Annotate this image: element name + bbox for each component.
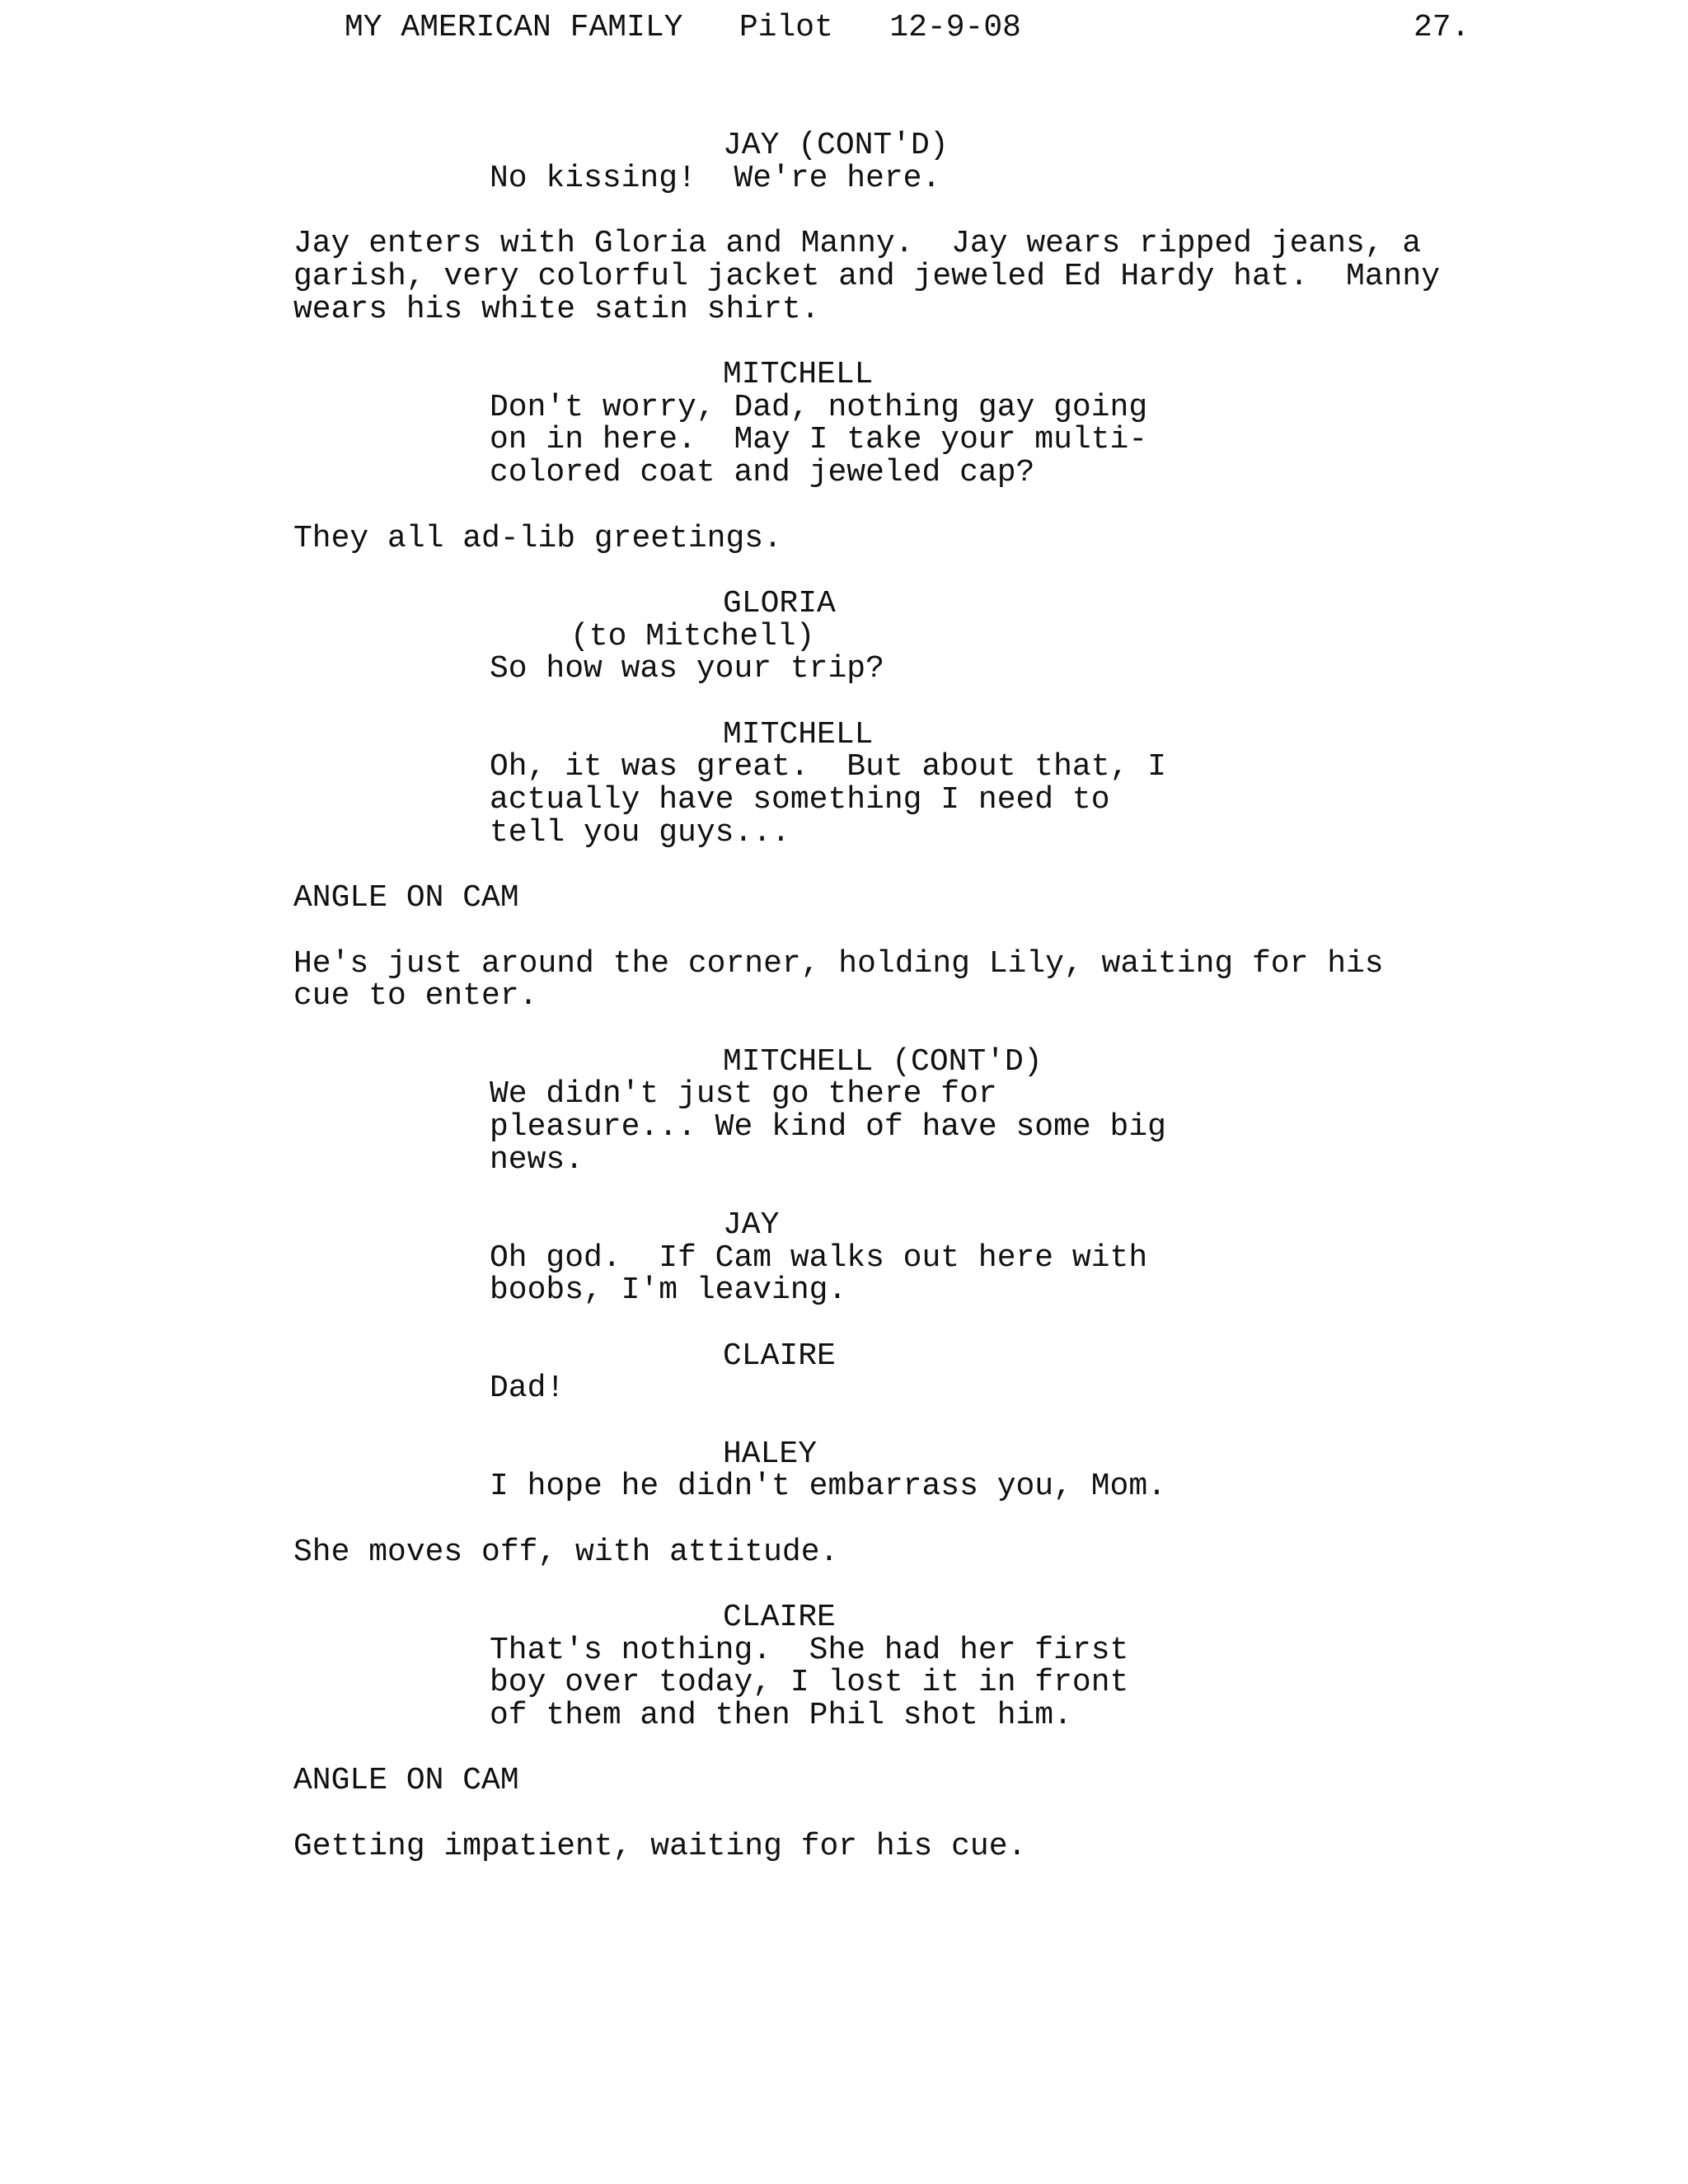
character-cue: JAY <box>723 1207 780 1243</box>
action-line: Jay enters with Gloria and Manny. Jay wears ripped jeans, a <box>293 226 1422 261</box>
dialogue-line: Oh god. If Cam walks out here with <box>490 1240 1148 1276</box>
action-line: garish, very colorful jacket and jeweled Ed Hardy hat. Manny <box>293 259 1441 294</box>
character-cue: MITCHELL (CONT'D) <box>723 1044 1043 1080</box>
dialogue-line: I hope he didn't embarrass you, Mom. <box>490 1469 1166 1504</box>
header-clip <box>0 10 1688 63</box>
dialogue-line: Oh, it was great. But about that, I <box>490 749 1166 785</box>
dialogue-line: colored coat and jeweled cap? <box>490 455 1035 490</box>
action-line: They all ad-lib greetings. <box>293 521 782 556</box>
header-title: MY AMERICAN FAMILY Pilot 12-9-08 <box>345 10 1021 45</box>
action-line: He's just around the corner, holding Lily, waiting for his <box>293 946 1384 982</box>
character-cue: JAY (CONT'D) <box>723 128 949 163</box>
action-line: Getting impatient, waiting for his cue. <box>293 1829 1027 1864</box>
dialogue-line: pleasure... We kind of have some big <box>490 1109 1166 1145</box>
dialogue-line: So how was your trip? <box>490 651 884 687</box>
character-cue: CLAIRE <box>723 1600 836 1635</box>
parenthetical-line: (to Mitchell) <box>570 619 815 654</box>
page-header <box>0 10 1688 63</box>
action-line: She moves off, with attitude. <box>293 1535 839 1570</box>
dialogue-line: on in here. May I take your multi- <box>490 422 1148 457</box>
dialogue-line: of them and then Phil shot him. <box>490 1698 1072 1733</box>
dialogue-line: Don't worry, Dad, nothing gay going <box>490 390 1148 425</box>
dialogue-line: That's nothing. She had her first <box>490 1633 1129 1668</box>
dialogue-line: actually have something I need to <box>490 782 1110 818</box>
character-cue: CLAIRE <box>723 1338 836 1374</box>
header-row <box>0 10 1688 59</box>
dialogue-line: tell you guys... <box>490 815 790 851</box>
page-number: 27. <box>1414 10 1470 45</box>
scene-direction: ANGLE ON CAM <box>293 880 519 916</box>
dialogue-line: We didn't just go there for <box>490 1076 997 1112</box>
character-cue: MITCHELL <box>723 357 874 392</box>
action-line: wears his white satin shirt. <box>293 292 820 327</box>
dialogue-line: boobs, I'm leaving. <box>490 1272 847 1308</box>
character-cue: MITCHELL <box>723 717 874 752</box>
action-line: cue to enter. <box>293 978 538 1014</box>
dialogue-line: boy over today, I lost it in front <box>490 1665 1129 1700</box>
dialogue-line: No kissing! We're here. <box>490 161 941 196</box>
dialogue-line: news. <box>490 1142 584 1178</box>
character-cue: GLORIA <box>723 586 836 621</box>
character-cue: HALEY <box>723 1436 818 1472</box>
dialogue-line: Dad! <box>490 1371 565 1406</box>
scene-direction: ANGLE ON CAM <box>293 1763 519 1798</box>
